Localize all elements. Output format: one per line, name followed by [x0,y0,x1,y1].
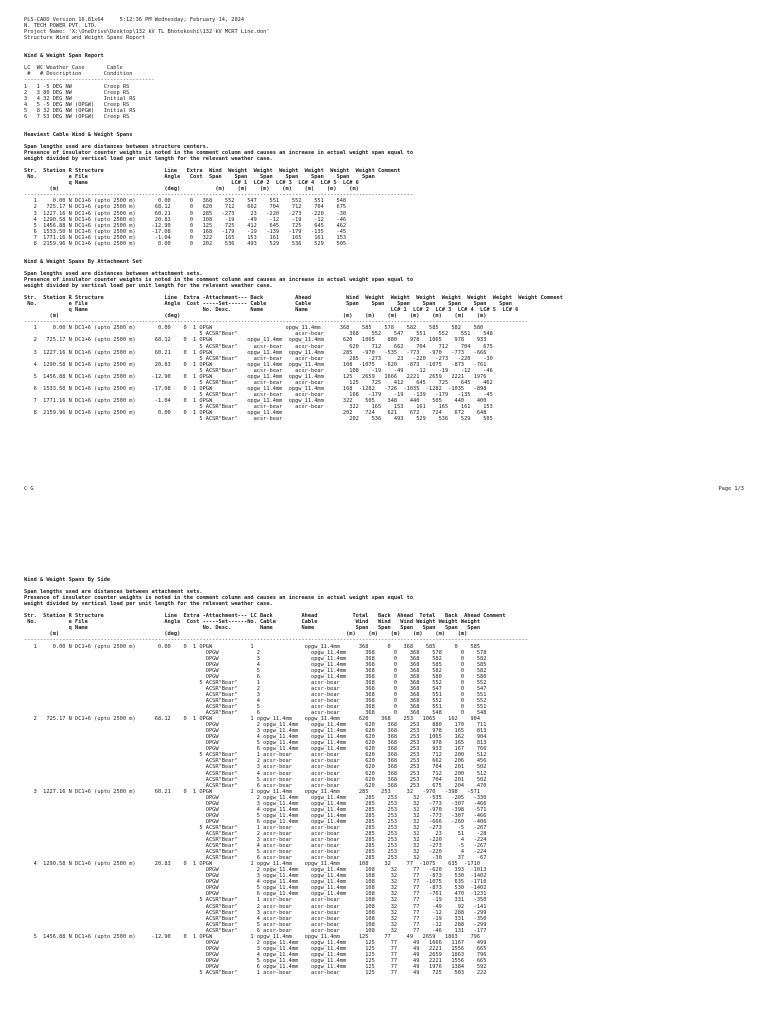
table-row: OPGW 4 opgw_11.4mm opgw_11.4mm 108 32 77 -1075 635 -1710 [24,879,487,886]
table-row: ACSR"Bear" 5 acsr-bear 368 0 368 551 0 551 [24,703,487,710]
side-table-rule: -------------------------------------------------------------------------------------------------------------------------------------------------------------- [24,637,528,644]
table-row: ACSR"Bear" 6 acsr-bear 368 0 368 548 0 548 [24,710,487,717]
table-row: 4 1290.58 N DC1+6 (upto 2500 m) 20.83 0 108 -19 -49 -12 -19 -12 -46 [24,216,347,223]
weather-table-rows [24,84,563,120]
table-row: OPGW 5 opgw_11.4mm opgw_11.4mm 125 77 49 2221 1556 665 [24,957,487,964]
table-row: ACSR"Bear" 6 acsr-bear acsr-bear 620 368 253 675 204 470 [24,782,487,789]
table-row: 2 725.17 N DC1+6 (upto 2500 m) 68.12 0 1 OPGW opgw_11.4mm opgw_11.4mm 620 1065 880 978 1065 978 933 [24,337,487,344]
table-row: ACSR"Bear" 5 acsr-bear acsr-bear 285 253 32 -220 4 -224 [24,849,487,856]
table-row: 1 0.00 N DC1+6 (upto 2500 m) 0.00 0 368 552 547 551 552 551 548 [24,198,347,205]
attachment-table-rows [24,325,563,422]
side-table-rows [24,644,528,977]
header-line-report-name: Structure Wind and Weight Spans Report [24,35,146,42]
side-section-note: Span lengths used are distances between attachment sets. Presence of insulator counter weights is noted in the comment column and causes an increase in actual weight span equal to weight divided by vertical load per unit length for the relevant weather case. [24,589,414,608]
table-row: ACSR"Bear" 3 acsr-bear acsr-bear 108 32 77 -12 288 -299 [24,909,487,916]
table-row: ACSR"Bear" 3 acsr-bear 368 0 368 551 0 551 [24,691,487,698]
table-row: 7 1771.16 N DC1+6 (upto 2500 m) -1.04 0 322 165 153 161 165 161 153 [24,234,347,241]
table-row: 2 725.17 N DC1+6 (upto 2500 m) 68.12 0 1 OPGW 1 opgw_11.4mm opgw_11.4mm 620 368 253 1065 162 904 [24,716,481,723]
table-row: 3 4 32 DEG NW Initial RS [24,95,136,102]
table-row: 5 ACSR"Bear" 1 acsr-bear acsr-bear 620 368 253 712 200 512 [24,752,487,759]
attachment-section-note: Span lengths used are distances between attachment sets. Presence of insulator counter weights is noted in the comment column and causes an increase in actual weight span equal to weight divided by vertical load per unit length for the relevant weather case. [24,270,414,290]
table-row: 4 1290.58 N DC1+6 (upto 2500 m) 20.83 0 1 OPGW opgw_11.4mm opgw_11.4mm 108 -1075 -620 -873 -1075 -873 -761 [24,361,487,368]
table-row: OPGW 6 opgw_11.4mm opgw_11.4mm 125 77 49 1976 1384 592 [24,964,487,970]
table-row: 5 ACSR"Bear" acsr-bear acsr-bear 322 165 153 161 165 161 153 [24,404,493,410]
table-row: OPGW 3 opgw_11.4mm 368 0 368 582 0 582 [24,655,487,662]
page-footer [24,486,744,493]
table-row: ACSR"Bear" 2 acsr-bear 368 0 368 547 0 547 [24,685,487,692]
table-row: OPGW 5 opgw_11.4mm opgw_11.4mm 620 368 253 978 165 813 [24,740,487,747]
table-row: ACSR"Bear" 5 acsr-bear acsr-bear 108 32 77 -12 288 -299 [24,921,487,928]
table-row: OPGW 4 opgw_11.4mm opgw_11.4mm 620 368 253 1065 162 904 [24,734,487,741]
table-row: OPGW 3 opgw_11.4mm opgw_11.4mm 285 253 32 -773 -307 -466 [24,800,487,807]
header-line-project: Project Name: 'X:\OneDrive\Desktop\132 kV TL Bhotekoshi\132 kV MCRT Line.don' [24,29,270,36]
table-row: 5 ACSR"Bear" acsr-bear acsr-bear 168 -179 -19 -139 -179 -135 -45 [24,391,493,398]
table-row: 5 ACSR"Bear" acsr-bear 368 552 547 551 552 551 548 [24,331,493,338]
table-row: OPGW 3 opgw_11.4mm opgw_11.4mm 108 32 77 -873 530 -1402 [24,873,487,880]
table-row: ACSR"Bear" 3 acsr-bear acsr-bear 620 368 253 704 201 502 [24,764,487,771]
header-line-company: N. TECH POWER PVT. LTD. [24,23,98,30]
heaviest-table-rows [24,198,563,246]
table-row: 5 8 32 DEG NW (OPGW) Initial RS [24,107,136,114]
weather-table-header: LC WC Weather Case Cable # # Description Condition [24,65,133,78]
table-row: OPGW 5 opgw_11.4mm opgw_11.4mm 108 32 77 -873 530 -1402 [24,885,487,892]
table-row: 2 725.17 N DC1+6 (upto 2500 m) 68.12 0 620 712 662 704 712 704 675 [24,204,347,211]
table-row: OPGW 6 opgw_11.4mm opgw_11.4mm 108 32 77 -761 470 -1231 [24,891,487,898]
table-row: ACSR"Bear" 5 acsr-bear acsr-bear 620 368 253 704 201 502 [24,776,487,783]
table-row: OPGW 2 opgw_11.4mm 368 0 368 578 0 578 [24,649,487,656]
table-row: 5 ACSR"Bear" acsr-bear acsr-bear 125 725 412 645 725 645 462 [24,379,493,386]
table-row: 5 ACSR"Bear" acsr-bear 202 536 493 529 536 529 505 [24,416,493,423]
table-row: 6 1533.50 N DC1+6 (upto 2500 m) -17.08 0 168 -179 -19 -139 -179 -135 -45 [24,228,347,235]
footer-initials: C G [24,486,34,492]
table-row: OPGW 3 opgw_11.4mm opgw_11.4mm 125 77 49 2221 1556 665 [24,945,487,952]
heaviest-table-header: Str. Station R Structure Line Extra Wind Weight Weight Weight Weight Weight Weight Comment No. e File Angle Cost Span Span Span Span Span Span Span q Name LC# 1 LC# 2 LC# 3 LC# 4 LC# 5 LC# 6 (m) (deg) (m) (m) (m) (m) (m) (m) (m) [24,168,401,193]
table-row: 1 1 -5 DEG NW Creep RS [24,83,130,90]
attachment-table-header: Str. Station R Structure Line Extra -Attachment--- Back Ahead Wind Weight Weight Weight Weight Weight Weight Weight Comment No. e File Angle Cost -----Set------ Cable Cable Span Span Span Span Span Span Span q Name No. Desc. Name Name LC# 1 LC# 2 LC# 3 LC# 4 LC# 5 LC# 6 (m) (deg) (m) (m) (m) (m) (m) (m) (m) [24,295,563,320]
table-row: 8 2159.96 N DC1+6 (upto 2500 m) 0.00 0 1 OPGW opgw_11.4mm 202 724 621 672 724 672 648 [24,410,487,417]
table-row: OPGW 4 opgw_11.4mm opgw_11.4mm 125 77 49 2659 1863 796 [24,951,487,958]
table-row: OPGW 3 opgw_11.4mm opgw_11.4mm 620 368 253 978 165 813 [24,728,487,735]
header-line-version: PLS-CADD Version 16.81x64 5:12:36 PM Wednesday, February 14, 2024 [24,17,245,23]
table-row: 1 0.00 N DC1+6 (upto 2500 m) 0.00 0 1 OPGW opgw_11.4mm 368 585 578 582 585 582 580 [24,325,484,332]
table-row: 6 7 53 DEG NW (OPGW) Creep RS [24,113,130,120]
table-row: 5 ACSR"Bear" 1 acsr-bear acsr-bear 125 77 49 725 503 222 [24,970,487,977]
page-two-content [24,577,528,976]
table-row: ACSR"Bear" 4 acsr-bear acsr-bear 108 32 77 -19 331 -350 [24,915,487,922]
table-row: 5 ACSR"Bear" 1 acsr-bear acsr-bear 285 253 32 -273 -5 -267 [24,824,487,831]
table-row: 5 ACSR"Bear" acsr-bear acsr-bear 285 -273 23 -220 -273 -220 -30 [24,355,493,362]
table-row: 2 3 80 DEG NW Creep RS [24,89,130,96]
attachment-section-title: Wind & Weight Spans By Attachment Set [24,258,142,265]
heaviest-table-rule: -------------------------------------------------------------------------------------------------------------------------- [24,192,414,199]
table-row: ACSR"Bear" 4 acsr-bear acsr-bear 620 368 253 712 200 512 [24,770,487,777]
table-row: 3 1227.16 N DC1+6 (upto 2500 m) 60.21 0 285 -273 23 -220 -273 -220 -30 [24,210,347,217]
weather-table-rule: ----------------------------------------- [24,77,155,84]
table-row: OPGW 2 opgw_11.4mm opgw_11.4mm 285 253 32 -535 -205 -330 [24,794,487,801]
table-row: OPGW 5 opgw_11.4mm opgw_11.4mm 285 253 32 -773 -307 -466 [24,812,487,819]
table-row: ACSR"Bear" 4 acsr-bear 368 0 368 552 0 552 [24,697,487,704]
heaviest-section-title: Heaviest Cable Wind & Weight Spans [24,131,133,138]
table-row: ACSR"Bear" 2 acsr-bear acsr-bear 108 32 77 -49 92 -141 [24,903,487,910]
table-row: 5 ACSR"Bear" acsr-bear acsr-bear 108 -19 -49 -12 -19 -12 -46 [24,367,493,374]
table-row: ACSR"Bear" 2 acsr-bear acsr-bear 285 253 32 23 51 -28 [24,830,487,837]
table-row: 4 5 -5 DEG NW (OPGW) Creep RS [24,101,130,108]
table-row: OPGW 6 opgw_11.4mm opgw_11.4mm 285 253 32 -666 -260 -406 [24,818,487,825]
table-row: ACSR"Bear" 3 acsr-bear acsr-bear 285 253 32 -220 4 -224 [24,837,487,844]
attachment-table-rule: -------------------------------------------------------------------------------------------------------------------------------------------------------------- [24,319,528,326]
table-row: 5 1456.88 N DC1+6 (upto 2500 m) -12.90 0 1 OPGW 1 opgw_11.4mm opgw_11.4mm 125 77 49 2659 1863 796 [24,933,481,940]
report-title: Wind & Weight Span Report [24,53,104,60]
footer-page-number: Page 1/3 [718,486,744,492]
table-row: ACSR"Bear" 2 acsr-bear acsr-bear 620 368 253 662 206 456 [24,758,487,765]
table-row: 5 ACSR"Bear" 1 acsr-bear 368 0 368 552 0 552 [24,679,487,686]
table-row: OPGW 5 opgw_11.4mm 368 0 368 582 0 582 [24,667,487,674]
page-one-content [24,17,563,422]
table-row: 1 0.00 N DC1+6 (upto 2500 m) 0.00 0 1 OPGW 1 opgw_11.4mm 368 0 368 585 0 585 [24,643,481,650]
table-row: 4 1290.58 N DC1+6 (upto 2500 m) 20.83 0 1 OPGW 1 opgw_11.4mm opgw_11.4mm 108 32 77 -1075 635 -1710 [24,861,481,868]
table-row: 5 ACSR"Bear" 1 acsr-bear acsr-bear 108 32 77 -19 331 -350 [24,897,487,904]
table-row: 7 1771.16 N DC1+6 (upto 2500 m) -1.04 0 1 OPGW opgw_11.4mm opgw_11.4mm 322 505 348 440 505 440 400 [24,397,487,404]
table-row: 5 ACSR"Bear" acsr-bear acsr-bear 620 712 662 704 712 704 675 [24,343,493,350]
table-row: OPGW 4 opgw_11.4mm opgw_11.4mm 285 253 32 -970 -398 -571 [24,806,487,813]
table-row: ACSR"Bear" 6 acsr-bear acsr-bear 108 32 77 -46 131 -177 [24,927,487,934]
table-row: 8 2159.96 N DC1+6 (upto 2500 m) 0.00 0 202 536 493 529 536 529 505 [24,240,347,247]
table-row: 5 1456.88 N DC1+6 (upto 2500 m) -12.90 0 1 OPGW opgw_11.4mm opgw_11.4mm 125 2659 1666 2221 2659 2221 1976 [24,373,487,380]
table-row: OPGW 6 opgw_11.4mm 368 0 368 580 0 580 [24,673,487,680]
table-row: OPGW 2 opgw_11.4mm opgw_11.4mm 125 77 49 1666 1167 499 [24,939,487,946]
side-section-title: Wind & Weight Spans By Side [24,577,111,583]
table-row: 3 1227.16 N DC1+6 (upto 2500 m) 60.21 0 1 OPGW opgw_11.4mm opgw_11.4mm 285 -970 -535 -773 -970 -773 -666 [24,349,487,356]
table-row: OPGW 4 opgw_11.4mm 368 0 368 585 0 585 [24,661,487,668]
side-table-header: Str. Station R Structure Line Extra -Attachment--- LC Back Ahead Total Back Ahead Total Back Ahead Comment No. e File Angle Cost -----Set------No. Cable Cable Wind Wind Wind Weight Weight Weight q Name No. Desc. Name Name Span Span Span Span Span Span (m) (deg) (m) (m) (m) (m) (m) (m) [24,613,506,638]
table-row: OPGW 2 opgw_11.4mm opgw_11.4mm 108 32 77 -620 393 -1013 [24,867,487,874]
report-header [24,17,563,41]
table-row: ACSR"Bear" 6 acsr-bear acsr-bear 285 253 32 -30 37 -67 [24,855,487,862]
table-row: OPGW 6 opgw_11.4mm opgw_11.4mm 620 368 253 933 167 766 [24,746,487,753]
table-row: 3 1227.16 N DC1+6 (upto 2500 m) 60.21 0 1 OPGW 1 opgw_11.4mm opgw_11.4mm 285 253 32 -970 -398 -571 [24,788,481,795]
heaviest-section-note: Span lengths used are distances between structure centers. Presence of insulator counter weights is noted in the comment column and causes an increase in actual weight span equal to weight divided by vertical load per unit length for the relevant weather case. [24,143,414,163]
table-row: 6 1533.50 N DC1+6 (upto 2500 m) -17.08 0 1 OPGW opgw_11.4mm opgw_11.4mm 168 -1282 -726 -1035 -1282 -1035 -898 [24,385,487,392]
table-row: ACSR"Bear" 4 acsr-bear acsr-bear 285 253 32 -273 -5 -267 [24,843,487,850]
table-row: OPGW 2 opgw_11.4mm opgw_11.4mm 620 368 253 880 170 711 [24,722,487,729]
table-row: 5 1456.88 N DC1+6 (upto 2500 m) -12.90 0 125 725 412 645 725 645 462 [24,222,347,229]
